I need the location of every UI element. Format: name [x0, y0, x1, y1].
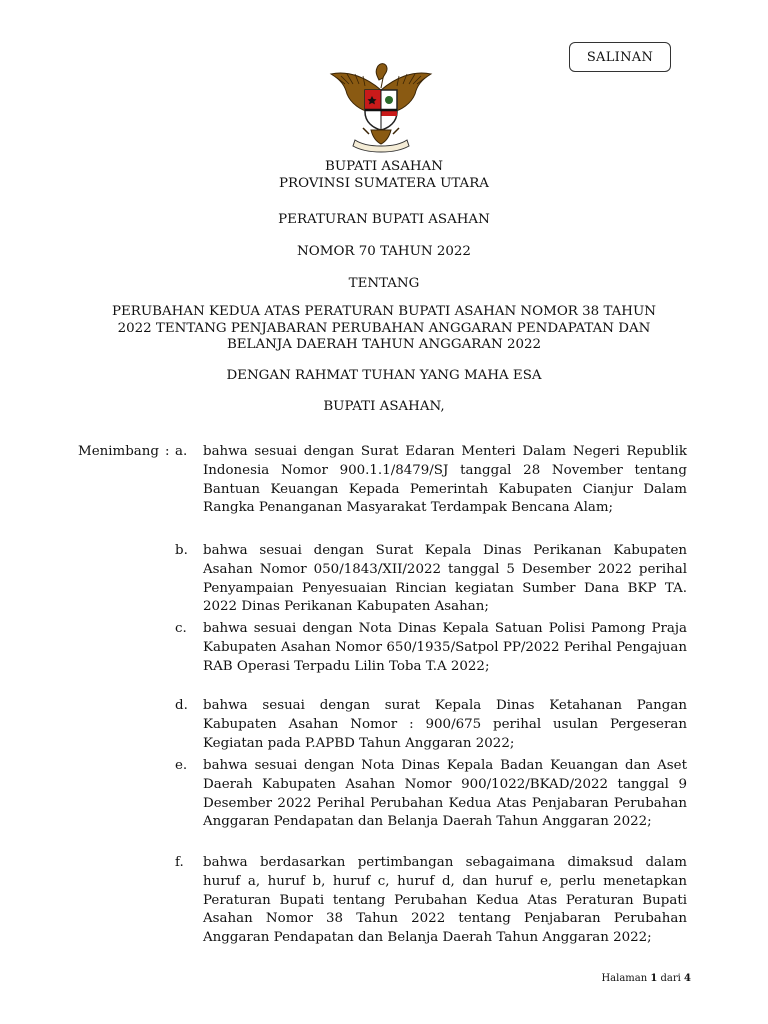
item-letter: a.	[175, 444, 188, 459]
item-text: bahwa sesuai dengan Surat Kepala Dinas Perikanan Kabupaten Asahan Nomor 050/1843/XII/2022 tanggal 5 Desember 2022 perihal Penyampaian Penyesuaian Rincian kegiatan Sumber Dana BKP TA. 2022 Dinas Perikanan Kabupaten Asahan;	[203, 543, 687, 615]
item-letter: e.	[175, 758, 188, 773]
item-text: bahwa berdasarkan pertimbangan sebagaimana dimaksud dalam huruf a, huruf b, huruf c, huruf d, dan huruf e, perlu menetapkan Peraturan Bupati tentang Perubahan Kedua Atas Peraturan Bupati Asahan Nomor 38 Tahun 2022 tentang Penjabaran Perubahan Anggaran Pendapatan dan Belanja Daerah Tahun Anggaran 2022;	[203, 855, 687, 946]
regulation-title: PERATURAN BUPATI ASAHAN	[278, 212, 490, 227]
item-text: bahwa sesuai dengan surat Kepala Dinas Ketahanan Pangan Kabupaten Asahan Nomor : 900/675 perihal usulan Pergeseran Kegiatan pada P.APBD Tahun Anggaran 2022;	[203, 698, 687, 751]
item-text: bahwa sesuai dengan Nota Dinas Kepala Badan Keuangan dan Aset Daerah Kabupaten Asahan Nomor 900/1022/BKAD/2022 tanggal 9 Desember 2022 Perihal Perubahan Kedua Atas Penjabaran Perubahan Anggaran Pendapatan dan Belanja Daerah Tahun Anggaran 2022;	[203, 758, 687, 830]
regent-signature-heading: BUPATI ASAHAN,	[323, 399, 445, 414]
page-footer: Halaman 1 dari 4	[601, 973, 691, 984]
blessing-line: DENGAN RAHMAT TUHAN YANG MAHA ESA	[226, 368, 542, 383]
item-letter: c.	[175, 621, 187, 636]
item-text: bahwa sesuai dengan Surat Edaran Menteri Dalam Negeri Republik Indonesia Nomor 900.1.1/8479/SJ tanggal 28 November tentang Bantuan Keuangan Kepada Pemerintah Kabupaten Cianjur Dalam Rangka Penanganan Masyarakat Terdampak Bencana Alam;	[203, 444, 687, 516]
regulation-number: NOMOR 70 TAHUN 2022	[297, 244, 471, 259]
subject-line-1: PERUBAHAN KEDUA ATAS PERATURAN BUPATI ASAHAN NOMOR 38 TAHUN	[111, 304, 656, 319]
salinan-stamp: SALINAN	[569, 42, 671, 72]
garuda-emblem-icon	[327, 60, 435, 154]
item-letter: b.	[175, 543, 188, 558]
regent-title: BUPATI ASAHAN	[325, 159, 443, 174]
item-letter: d.	[175, 698, 188, 713]
item-text: bahwa sesuai dengan Nota Dinas Kepala Satuan Polisi Pamong Praja Kabupaten Asahan Nomor 650/1935/Satpol PP/2022 Perihal Pengajuan RAB Operasi Terpadu Lilin Toba T.A 2022;	[203, 621, 687, 674]
considering-label: Menimbang	[78, 444, 159, 459]
considering-colon: :	[165, 444, 170, 459]
subject-line-2: 2022 TENTANG PENJABARAN PERUBAHAN ANGGARAN PENDAPATAN DAN	[117, 321, 651, 336]
subject-line-3: BELANJA DAERAH TAHUN ANGGARAN 2022	[226, 337, 542, 352]
item-letter: f.	[175, 855, 184, 870]
about-heading: TENTANG	[348, 276, 420, 291]
province-title: PROVINSI SUMATERA UTARA	[279, 176, 489, 191]
